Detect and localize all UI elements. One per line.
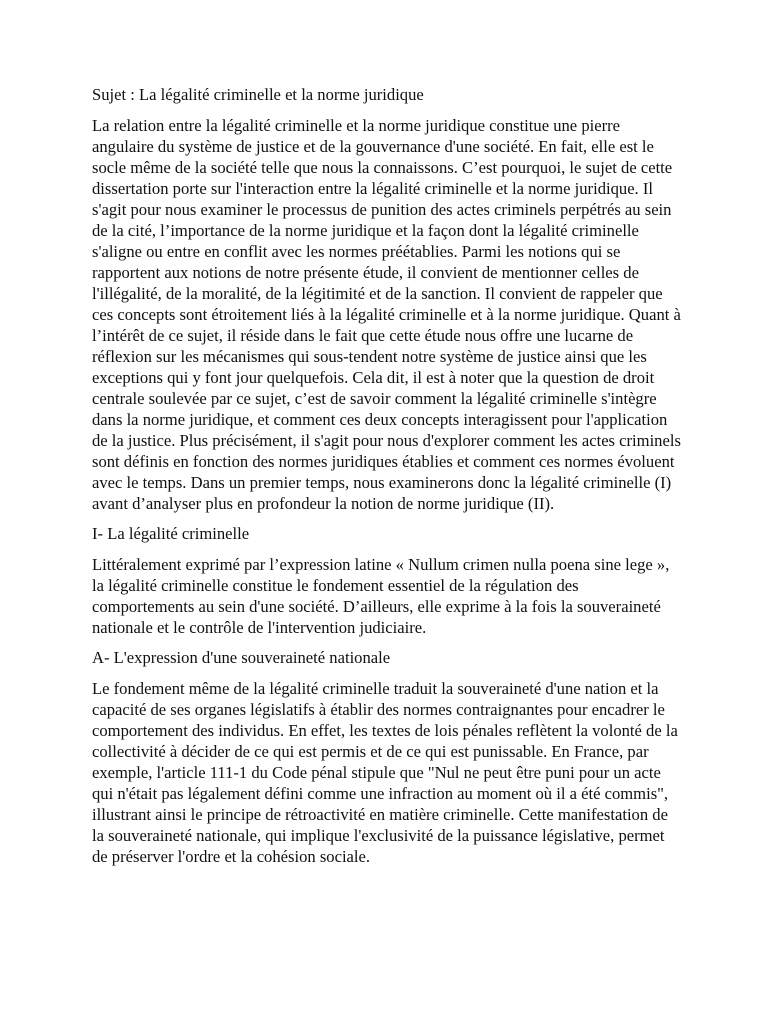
section-1-paragraph: Littéralement exprimé par l’expression latine « Nullum crimen nulla poena sine lege », la légalité criminelle constitue le fondement essentiel de la régulation des comportements au sein d'une société. D’ailleurs, elle exprime à la fois la souveraineté nationale et le contrôle de l'intervention judiciaire. <box>92 555 670 637</box>
intro-paragraph: La relation entre la légalité criminelle et la norme juridique constitue une pierre angulaire du système de justice et de la gouvernance d'une société. En fait, elle est le socle même de la société telle que nous la connaissons. C’est pourquoi, le sujet de cette dissertation porte sur l'interaction entre la légalité criminelle et la norme juridique. Il s'agit pour nous examiner le processus de punition des actes criminels perpétrés au sein de la cité, l’importance de la norme juridique et la façon dont la légalité criminelle s'aligne ou entre en conflit avec les normes préétablies. Parmi les notions qui se rapportent aux notions de notre présente étude, il convient de mentionner celles de l'illégalité, de la moralité, de la légitimité et de la sanction. Il convient de rappeler que ces concepts sont étroitement liés à la légalité criminelle et à la norme juridique. Quant à l’intérêt de ce sujet, il réside dans le fait que cette étude nous offre une lucarne de réflexion sur les mécanismes qui sous-tendent notre système de justice ainsi que les exceptions qui y font jour quelquefois. Cela dit, il est à noter que la question de droit centrale soulevée par ce sujet, c’est de savoir comment la légalité criminelle s'intègre dans la norme juridique, et comment ces deux concepts interagissent pour l'application de la justice. Plus précisément, il s'agit pour nous d'explorer comment les actes criminels sont définis en fonction des normes juridiques établies et comment ces normes évoluent avec le temps. Dans un premier temps, nous examinerons donc la légalité criminelle (I) avant d’analyser plus en profondeur la notion de norme juridique (II). <box>92 116 681 513</box>
document-page <box>92 84 682 876</box>
subsection-a-heading: A- L'expression d'une souveraineté nationale <box>92 648 391 667</box>
subsection-a-paragraph: Le fondement même de la légalité criminelle traduit la souveraineté d'une nation et la capacité de ses organes législatifs à établir des normes contraignantes pour encadrer le comportement des individus. En effet, les textes de lois pénales reflètent la volonté de la collectivité à décider de ce qui est permis et de ce qui est punissable. En France, par exemple, l'article 111-1 du Code pénal stipule que "Nul ne peut être puni pour un acte qui n'était pas légalement défini comme une infraction au moment où il a été commis", illustrant ainsi le principe de rétroactivité en matière criminelle. Cette manifestation de la souveraineté nationale, qui implique l'exclusivité de la puissance législative, permet de préserver l'ordre et la cohésion sociale. <box>92 679 678 866</box>
document-subject: Sujet : La légalité criminelle et la norme juridique <box>92 85 424 104</box>
section-1-heading: I- La légalité criminelle <box>92 524 250 543</box>
